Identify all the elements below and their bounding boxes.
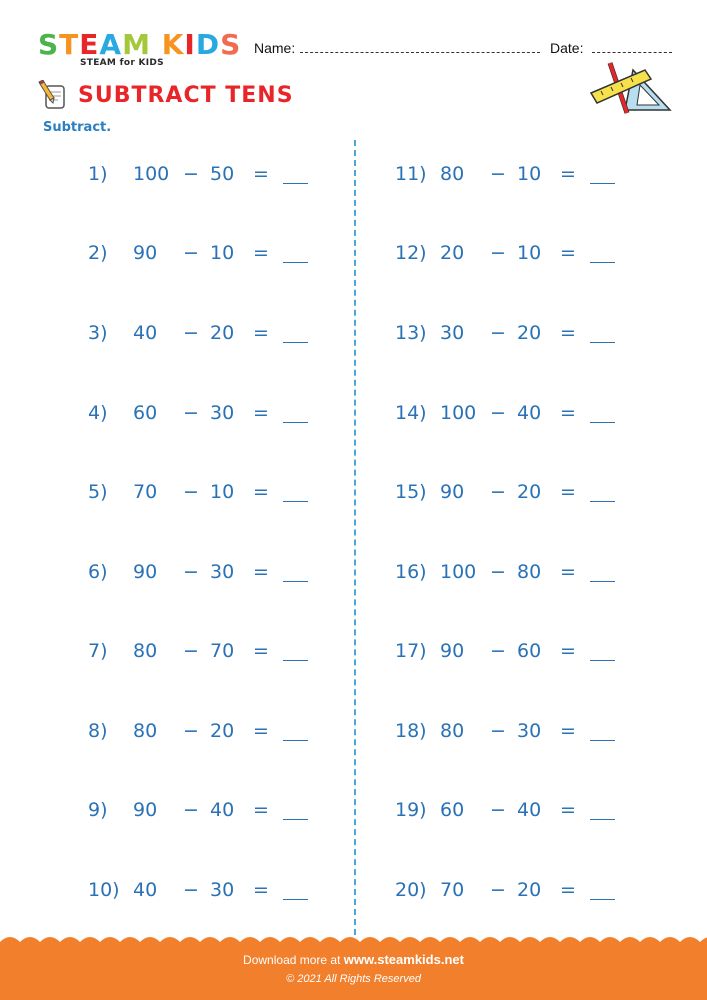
logo-wordmark <box>38 28 242 61</box>
minuend: 60 <box>440 799 465 821</box>
logo-letter <box>151 30 162 60</box>
problem-number: 5) <box>88 481 108 503</box>
problem-number: 8) <box>88 720 108 742</box>
minus-sign: − <box>490 879 506 901</box>
problem-number: 10) <box>88 879 120 901</box>
footer-bar <box>0 942 707 1000</box>
logo-letter: K <box>161 28 185 61</box>
answer-blank[interactable] <box>283 322 308 343</box>
subtrahend: 20 <box>517 322 542 344</box>
equals-sign: = <box>560 163 576 185</box>
subtrahend: 20 <box>210 720 235 742</box>
answer-blank[interactable] <box>283 242 308 263</box>
equals-sign: = <box>253 799 269 821</box>
equals-sign: = <box>253 879 269 901</box>
problem-row <box>395 322 635 348</box>
minuend: 40 <box>133 322 158 344</box>
logo-letter: I <box>184 28 196 61</box>
name-field[interactable] <box>300 52 540 53</box>
problem-number: 9) <box>88 799 108 821</box>
minus-sign: − <box>490 322 506 344</box>
problem-row <box>88 561 328 587</box>
problem-number: 20) <box>395 879 427 901</box>
problem-number: 14) <box>395 402 427 424</box>
problem-number: 17) <box>395 640 427 662</box>
footer-download-prefix: Download more at <box>243 953 341 967</box>
subtrahend: 40 <box>517 402 542 424</box>
answer-blank[interactable] <box>590 163 615 184</box>
minus-sign: − <box>490 720 506 742</box>
logo-letter: T <box>59 28 80 61</box>
problem-row <box>395 402 635 428</box>
equals-sign: = <box>560 799 576 821</box>
minus-sign: − <box>490 799 506 821</box>
problem-number: 7) <box>88 640 108 662</box>
logo-letter: S <box>220 28 242 61</box>
problem-row <box>88 720 328 746</box>
subtrahend: 10 <box>517 242 542 264</box>
minus-sign: − <box>183 720 199 742</box>
minus-sign: − <box>183 481 199 503</box>
minuend: 70 <box>133 481 158 503</box>
problem-row <box>88 322 328 348</box>
answer-blank[interactable] <box>283 402 308 423</box>
logo-letter: M <box>122 28 151 61</box>
footer-copyright: © 2021 All Rights Reserved <box>286 973 421 985</box>
problem-number: 18) <box>395 720 427 742</box>
minuend: 80 <box>440 163 465 185</box>
problem-row <box>88 402 328 428</box>
logo-letter: D <box>195 28 221 61</box>
equals-sign: = <box>560 322 576 344</box>
problem-number: 11) <box>395 163 427 185</box>
minuend: 70 <box>440 879 465 901</box>
ruler-set-square-icon <box>585 55 675 120</box>
minuend: 60 <box>133 402 158 424</box>
minuend: 90 <box>133 799 158 821</box>
minuend: 90 <box>133 561 158 583</box>
problem-row <box>395 163 635 189</box>
equals-sign: = <box>560 640 576 662</box>
minus-sign: − <box>490 561 506 583</box>
answer-blank[interactable] <box>590 481 615 502</box>
problem-row <box>88 640 328 666</box>
problem-row <box>88 879 328 905</box>
subtrahend: 10 <box>517 163 542 185</box>
instruction-text: Subtract. <box>43 120 112 135</box>
subtrahend: 30 <box>210 561 235 583</box>
logo-letter: E <box>79 28 100 61</box>
subtrahend: 70 <box>210 640 235 662</box>
subtrahend: 40 <box>210 799 235 821</box>
answer-blank[interactable] <box>590 799 615 820</box>
equals-sign: = <box>253 720 269 742</box>
answer-blank[interactable] <box>590 402 615 423</box>
subtrahend: 40 <box>517 799 542 821</box>
problem-number: 2) <box>88 242 108 264</box>
minuend: 100 <box>440 402 477 424</box>
answer-blank[interactable] <box>283 561 308 582</box>
minuend: 100 <box>440 561 477 583</box>
answer-blank[interactable] <box>283 640 308 661</box>
problem-number: 12) <box>395 242 427 264</box>
answer-blank[interactable] <box>590 242 615 263</box>
minuend: 90 <box>133 242 158 264</box>
name-label: Name: <box>254 40 296 56</box>
answer-blank[interactable] <box>590 640 615 661</box>
problem-row <box>88 242 328 268</box>
problem-number: 3) <box>88 322 108 344</box>
answer-blank[interactable] <box>590 322 615 343</box>
subtrahend: 10 <box>210 481 235 503</box>
minus-sign: − <box>183 561 199 583</box>
answer-blank[interactable] <box>283 799 308 820</box>
minuend: 40 <box>133 879 158 901</box>
equals-sign: = <box>253 322 269 344</box>
answer-blank[interactable] <box>283 481 308 502</box>
minus-sign: − <box>490 640 506 662</box>
problem-row <box>88 481 328 507</box>
minuend: 100 <box>133 163 170 185</box>
problem-row <box>395 879 635 905</box>
problem-number: 19) <box>395 799 427 821</box>
minus-sign: − <box>183 322 199 344</box>
footer-download-text <box>0 952 707 967</box>
equals-sign: = <box>253 481 269 503</box>
subtrahend: 60 <box>517 640 542 662</box>
logo-letter: A <box>99 28 123 61</box>
answer-blank[interactable] <box>590 561 615 582</box>
footer-site-link[interactable]: www.steamkids.net <box>343 952 464 967</box>
equals-sign: = <box>560 879 576 901</box>
problem-row <box>395 799 635 825</box>
equals-sign: = <box>253 561 269 583</box>
minuend: 90 <box>440 640 465 662</box>
minus-sign: − <box>183 242 199 264</box>
problem-number: 16) <box>395 561 427 583</box>
subtrahend: 30 <box>210 879 235 901</box>
equals-sign: = <box>560 402 576 424</box>
minus-sign: − <box>183 163 199 185</box>
minus-sign: − <box>183 879 199 901</box>
subtrahend: 20 <box>517 879 542 901</box>
minuend: 90 <box>440 481 465 503</box>
problem-number: 1) <box>88 163 108 185</box>
minuend: 80 <box>440 720 465 742</box>
equals-sign: = <box>253 242 269 264</box>
column-divider <box>354 140 356 935</box>
subtrahend: 20 <box>517 481 542 503</box>
minuend: 80 <box>133 720 158 742</box>
equals-sign: = <box>253 402 269 424</box>
problem-row <box>88 163 328 189</box>
minus-sign: − <box>183 640 199 662</box>
equals-sign: = <box>253 163 269 185</box>
date-label: Date: <box>550 40 584 56</box>
minuend: 30 <box>440 322 465 344</box>
subtrahend: 20 <box>210 322 235 344</box>
subtrahend: 80 <box>517 561 542 583</box>
problem-row <box>395 720 635 746</box>
answer-blank[interactable] <box>283 720 308 741</box>
problem-row <box>395 242 635 268</box>
equals-sign: = <box>560 481 576 503</box>
minuend: 80 <box>133 640 158 662</box>
problem-number: 13) <box>395 322 427 344</box>
equals-sign: = <box>560 561 576 583</box>
problem-number: 15) <box>395 481 427 503</box>
subtrahend: 10 <box>210 242 235 264</box>
answer-blank[interactable] <box>590 879 615 900</box>
problem-row <box>395 561 635 587</box>
minus-sign: − <box>490 242 506 264</box>
answer-blank[interactable] <box>283 879 308 900</box>
problem-number: 6) <box>88 561 108 583</box>
problem-row <box>395 481 635 507</box>
worksheet-title: SUBTRACT TENS <box>78 83 294 108</box>
equals-sign: = <box>560 720 576 742</box>
problem-row <box>395 640 635 666</box>
minus-sign: − <box>490 163 506 185</box>
date-field[interactable] <box>592 52 672 53</box>
problem-row <box>88 799 328 825</box>
minus-sign: − <box>490 481 506 503</box>
subtrahend: 30 <box>517 720 542 742</box>
answer-blank[interactable] <box>283 163 308 184</box>
logo-letter: S <box>38 28 60 61</box>
steam-kids-logo <box>38 28 242 68</box>
logo-tagline: STEAM for KIDS <box>80 58 164 68</box>
minuend: 20 <box>440 242 465 264</box>
minus-sign: − <box>183 402 199 424</box>
equals-sign: = <box>253 640 269 662</box>
minus-sign: − <box>490 402 506 424</box>
minus-sign: − <box>183 799 199 821</box>
equals-sign: = <box>560 242 576 264</box>
pencil-paper-icon <box>38 80 68 112</box>
answer-blank[interactable] <box>590 720 615 741</box>
problem-number: 4) <box>88 402 108 424</box>
subtrahend: 50 <box>210 163 235 185</box>
subtrahend: 30 <box>210 402 235 424</box>
